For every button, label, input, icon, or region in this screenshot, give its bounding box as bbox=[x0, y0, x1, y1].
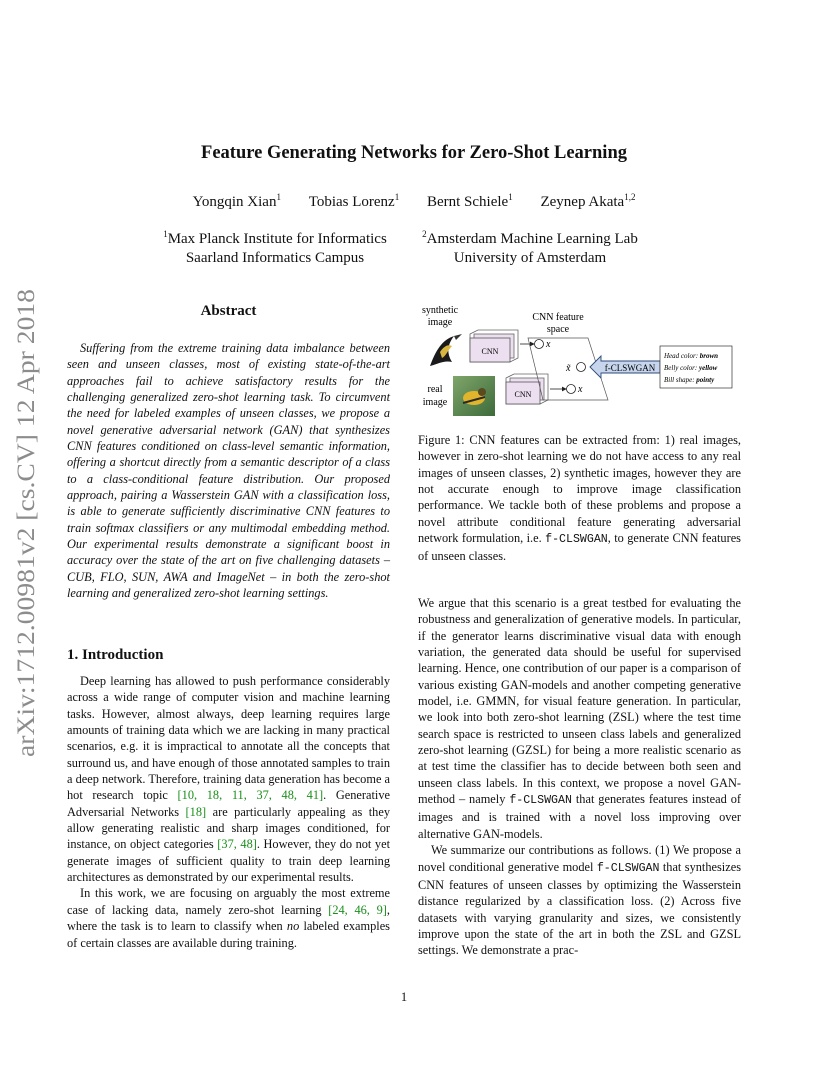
section-heading: 1. Introduction bbox=[67, 647, 164, 663]
citation-link[interactable]: [18] bbox=[185, 804, 207, 819]
generator-label: f-CLSWGAN bbox=[604, 363, 656, 373]
feature-node bbox=[567, 385, 576, 394]
real-bird-image bbox=[453, 376, 495, 416]
author: Bernt Schiele$^1$ bbox=[426, 192, 513, 210]
abstract-heading: Abstract bbox=[200, 303, 257, 319]
citation-link[interactable]: [24, 46, 9] bbox=[328, 902, 387, 917]
figure-1 bbox=[418, 300, 743, 425]
author: Yongqin Xian$^1$ bbox=[192, 192, 281, 210]
cnn-label: CNN bbox=[514, 390, 532, 399]
xtilde-symbol: x̃ bbox=[566, 363, 571, 374]
intro-text bbox=[67, 673, 390, 951]
x-symbol: x bbox=[578, 384, 583, 395]
generated-feature-node bbox=[577, 363, 586, 372]
author: Tobias Lorenz$^1$ bbox=[308, 192, 400, 210]
right-paragraph-1: We argue that this scenario is a great testbed for evaluating the robustness and generalization of generative models. In particular, if the generator learns discriminative visual data with enough variation, the generated data should be useful for supervised learning. Hence, one contribution of our paper is a comparison of various existing GAN-models and another competing generative model, i.e. GMMN, for visual feature generation. In particular, we look into both zero-shot learning (ZSL) where the test time search space is restricted to unseen class labels and generalized zero-shot learning (GZSL) for being a more realistic scenario as at test time the classifier has to decide between both seen and unseen class labels. In this context, we propose a novel GAN-method – namely f-CLSWGAN that generates features instead of images and is trained with a novel loss improving over alternative GAN-models. bbox=[418, 596, 741, 841]
feature-space-label: space bbox=[546, 324, 570, 335]
real-image-label: image bbox=[422, 397, 448, 408]
affiliation-2: $^2$Amsterdam Machine Learning Lab University of Amsterdam bbox=[422, 229, 638, 266]
arxiv-stamp bbox=[6, 287, 42, 757]
author: Zeynep Akata$^{1,2}$ bbox=[540, 192, 636, 210]
paper-title: Feature Generating Networks for Zero-Shot Learning bbox=[201, 143, 627, 163]
cnn-label: CNN bbox=[481, 347, 499, 356]
x-symbol: x bbox=[546, 339, 551, 350]
arxiv-id: arXiv:1712.00981v2 [cs.CV] 12 Apr 2018 bbox=[11, 324, 40, 757]
page-number: 1 bbox=[400, 990, 408, 1004]
synthetic-image-label: synthetic bbox=[421, 305, 459, 316]
synthetic-bird-image bbox=[424, 330, 464, 370]
intro-paragraph-1: Deep learning has allowed to push performance considerably across a wide range of computer vision and machine learning tasks. However, almost always, deep learning requires large amounts of training data which we are lacking in many practical scenarios, e.g. it is impractical to annotate all the concepts that surround us, and have enough of those annotated samples to train a deep network. Therefore, training data generation has become a hot research topic [10, 18, 11, 37, 48, 41]. Generative Adversarial Networks [18] are particularly appealing as they allow generating realistic and sharp images conditioned, for instance, on object categories [37, 48]. However, they do not yet generate images of sufficient quality to train deep learning architectures as demonstrated by our experimental results. bbox=[67, 674, 391, 885]
synthetic-image-label: image bbox=[427, 317, 453, 328]
feature-node bbox=[535, 340, 544, 349]
figure-caption: Figure 1: CNN features can be extracted from: 1) real images, however in zero-shot learning we do not have access to any real images of unseen classes, 2) synthetic images, however they are not accurate enough to improve image classification performance. We tackle both of these problems and propose a novel attribute conditional feature generating adversarial network formulation, i.e. f-CLSWGAN, to generate CNN features of unseen classes. bbox=[418, 433, 741, 564]
author-list bbox=[0, 194, 828, 211]
affiliation-1: $^1$Max Planck Institute for Informatics Saarland Informatics Campus bbox=[163, 229, 387, 266]
cnn-block-lower bbox=[506, 374, 548, 404]
feature-space-label: CNN feature bbox=[532, 312, 584, 323]
right-paragraph-2: We summarize our contributions as follows. (1) We propose a novel conditional generative model f-CLSWGAN that synthesizes CNN features of unseen classes by optimizing the Wasserstein distance regularized by a classification loss. (2) Across five datasets with varying granularity and sizes, we consistently improve upon the state of the art in both the ZSL and GZSL settings. We demonstrate a prac- bbox=[418, 843, 741, 958]
abstract-text: Suffering from the extreme training data imbalance between seen and unseen classes, most of existing state-of-the-art approaches fail to achieve satisfactory results for the challenging generalized zero-shot learning task. To circumvent the need for labeled examples of unseen classes, we propose a novel generative adversarial network (GAN) that synthesizes CNN features conditioned on class-level semantic information, offering a shortcut directly from a semantic descriptor of a class to a class-conditional feature distribution. Our proposed approach, pairing a Wasserstein GAN with a classification loss, is able to generate sufficiently discriminative CNN features to train softmax classifiers or any multimodal embedding method. Our experimental results demonstrate a significant boost in accuracy over the state of the art on five challenging datasets – CUB, FLO, SUN, AWA and ImageNet – in both the zero-shot learning and generalized zero-shot learning settings. bbox=[67, 341, 390, 601]
intro-paragraph-2: In this work, we are focusing on arguably the most extreme case of lacking data, namely zero-shot learning [24, 46, 9], where the task is to learn to classify when no labeled examples of certain classes are available during training. bbox=[67, 886, 390, 950]
citation-link[interactable]: [37, 48] bbox=[217, 837, 257, 852]
attribute-row: Belly color: yellow bbox=[664, 364, 718, 372]
attribute-row: Bill shape: pointy bbox=[664, 376, 715, 384]
citation-link[interactable]: [10, 18, 11, 37, 48, 41] bbox=[177, 788, 324, 803]
right-column-text bbox=[418, 595, 741, 959]
attribute-row: Head color: brown bbox=[664, 352, 719, 360]
cnn-block-upper bbox=[470, 330, 518, 362]
real-image-label: real bbox=[427, 384, 443, 395]
